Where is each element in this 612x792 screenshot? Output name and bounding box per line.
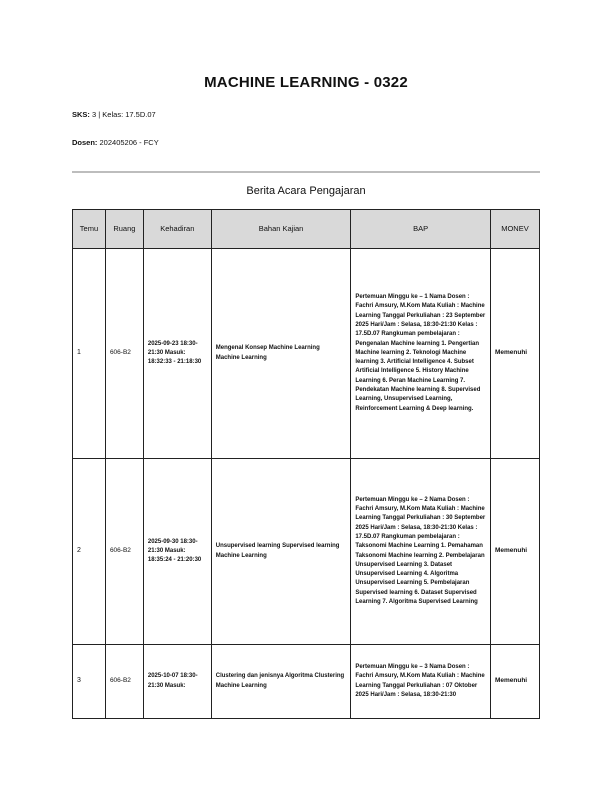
bahan-kajian-title: Mengenal Konsep Machine Learning	[215, 345, 320, 352]
cell-kehadiran: 2025-10-07 18:30-21:30 Masuk:	[143, 645, 211, 719]
sks-label: SKS:	[72, 110, 90, 119]
table-row	[73, 249, 540, 459]
bahan-kajian-sub: Machine Learning	[215, 354, 267, 361]
cell-kehadiran: 2025-09-30 18:30-21:30 Masuk: 18:35:24 - 21:20:30	[143, 459, 211, 645]
cell-ruang: 606-B2	[105, 459, 143, 645]
cell-ruang: 606-B2	[105, 249, 143, 459]
cell-ruang: 606-B2	[105, 645, 143, 719]
bap-table	[72, 209, 540, 719]
header-ruang: Ruang	[105, 210, 143, 249]
bahan-kajian-title: Clustering dan jenisnya Algoritma Clustering	[215, 673, 345, 680]
cell-bahan-kajian	[211, 645, 351, 719]
document-title: MACHINE LEARNING - 0322	[204, 74, 408, 91]
header-bahan-kajian: Bahan Kajian	[211, 210, 351, 249]
cell-bahan-kajian	[211, 459, 351, 645]
cell-monev: Memenuhi	[490, 249, 539, 459]
table-row	[73, 459, 540, 645]
divider	[72, 171, 540, 173]
section-title: Berita Acara Pengajaran	[246, 185, 366, 197]
cell-monev: Memenuhi	[490, 645, 539, 719]
cell-temu: 2	[73, 459, 106, 645]
cell-bap: Pertemuan Minggu ke – 2 Nama Dosen : Fachri Amsury, M.Kom Mata Kuliah : Machine Learning Tanggal Perkuliahan : 30 September 2025 Hari/Jam : Selasa, 18:30-21:30 Kelas : 17.5D.07 Rangkuman pembelajaran : Taksonomi Machine Learning 1. Pemahaman Taksonomi Machine learning 2. Pembelajaran Unsupervised Learning 3. Dataset Unsupervised Learning 4. Algoritma Unsupervised Learning 5. Pembelajaran Supervised learning 6. Dataset Supervised Learning 7. Algoritma Supervised Learning	[351, 459, 491, 645]
cell-temu: 1	[73, 249, 106, 459]
sks-line	[72, 110, 156, 119]
sks-value: 3 | Kelas: 17.5D.07	[92, 110, 156, 119]
header-monev: MONEV	[490, 210, 539, 249]
dosen-value: 202405206 - FCY	[99, 138, 159, 147]
header-temu: Temu	[73, 210, 106, 249]
cell-bahan-kajian	[211, 249, 351, 459]
bahan-kajian-sub: Machine Learning	[215, 552, 267, 559]
cell-temu: 3	[73, 645, 106, 719]
header-bap: BAP	[351, 210, 491, 249]
dosen-line	[72, 138, 159, 147]
dosen-label: Dosen:	[72, 138, 98, 147]
cell-bap: Pertemuan Minggu ke – 1 Nama Dosen : Fachri Amsury, M.Kom Mata Kuliah : Machine Learning Tanggal Perkuliahan : 23 September 2025 Hari/Jam : Selasa, 18:30-21:30 Kelas : 17.5D.07 Rangkuman pembelajaran : Pengenalan Machine learning 1. Pengertian Machine learning 2. Teknologi Machine learning 3. Artificial Intelligence 4. Subset Artificial Intelligence 5. History Machine Learning 6. Peran Machine Learning 7. Pendekatan Machine learning 8. Supervised Learning, Unsupervised Learning, Reinforcement Learning & Deep learning.	[351, 249, 491, 459]
cell-bap: Pertemuan Minggu ke – 3 Nama Dosen : Fachri Amsury, M.Kom Mata Kuliah : Machine Learning Tanggal Perkuliahan : 07 Oktober 2025 Hari/Jam : Selasa, 18:30-21:30	[351, 645, 491, 719]
table-header-row	[73, 210, 540, 249]
bahan-kajian-sub: Machine Learning	[215, 682, 267, 689]
cell-monev: Memenuhi	[490, 459, 539, 645]
table-row	[73, 645, 540, 719]
header-kehadiran: Kehadiran	[143, 210, 211, 249]
bahan-kajian-title: Unsupervised learning Supervised learning	[215, 543, 340, 550]
cell-kehadiran: 2025-09-23 18:30-21:30 Masuk: 18:32:33 - 21:18:30	[143, 249, 211, 459]
